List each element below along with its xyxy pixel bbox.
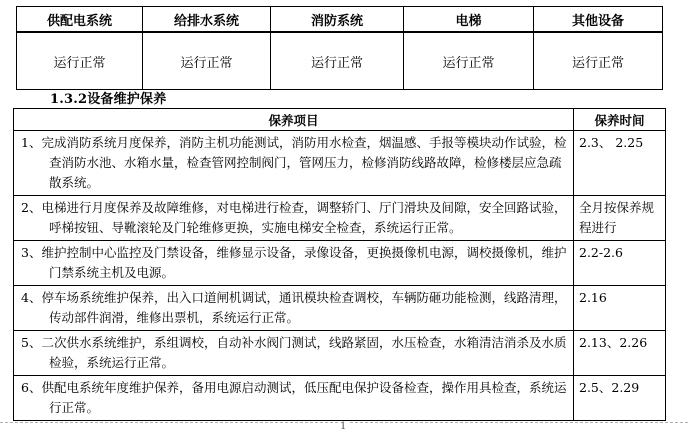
status-value-row — [17, 32, 663, 90]
status-header-fire: 消防系统 — [271, 7, 404, 33]
maintenance-item-text: 4、停车场系统维护保养，出入口道闸机调试，通讯模块检查调校，车辆防砸功能检测，线路清理，传动部件润滑，维修出票机，系统运行正常。 — [21, 290, 567, 325]
maintenance-table — [13, 108, 666, 421]
maintenance-item-text: 1、完成消防系统月度保养，消防主机功能测试，消防用水检查，烟温感、手报等模块动作试验，检查消防水池、水箱水量，检查管网控制阀门，管网压力，检修消防线路故障，检修楼层应急疏散系统。 — [21, 135, 567, 190]
maintenance-header-item: 保养项目 — [14, 109, 574, 131]
system-status-table — [16, 6, 663, 90]
table-row — [14, 331, 666, 376]
maintenance-time: 2.3、 2.25 — [574, 131, 666, 196]
maintenance-time: 2.2-2.6 — [574, 241, 666, 286]
table-row — [14, 131, 666, 196]
status-value-fire: 运行正常 — [271, 32, 404, 90]
status-value-water: 运行正常 — [143, 32, 271, 90]
status-header-row — [17, 7, 663, 33]
section-heading: 1.3.2设备维护保养 — [50, 92, 167, 107]
maintenance-time: 2.13、2.26 — [574, 331, 666, 376]
maintenance-item-text: 5、二次供水系统维护，系组调校，自动补水阀门测试，线路紧固，水压检查，水箱清洁消杀及水质检验，系统运行正常。 — [21, 335, 567, 370]
status-value-power: 运行正常 — [17, 32, 143, 90]
status-header-power: 供配电系统 — [17, 7, 143, 33]
status-header-water: 给排水系统 — [143, 7, 271, 33]
maintenance-item-text: 6、供配电系统年度维护保养，备用电源启动测试，低压配电保护设备检查，操作用具检查，系统运行正常。 — [21, 380, 567, 415]
maintenance-time: 全月按保养规程进行 — [574, 196, 666, 241]
maintenance-header-row — [14, 109, 666, 131]
table-row — [14, 286, 666, 331]
status-header-other: 其他设备 — [534, 7, 663, 33]
maintenance-time: 2.16 — [574, 286, 666, 331]
table-row — [14, 241, 666, 286]
maintenance-item-text: 3、维护控制中心监控及门禁设备，维修显示设备，录像设备，更换摄像机电源，调校摄像机，维护门禁系统主机及电源。 — [21, 245, 567, 280]
status-header-elevator: 电梯 — [404, 7, 534, 33]
maintenance-header-time: 保养时间 — [574, 109, 666, 131]
maintenance-item-text: 2、电梯进行月度保养及故障维修，对电梯进行检查，调整轿门、厅门滑块及间隙，安全回路试验，呼梯按钮、导靴滚轮及门轮维修更换，实施电梯安全检查，系统运行正常。 — [21, 200, 567, 235]
status-value-other: 运行正常 — [534, 32, 663, 90]
maintenance-time: 2.5、2.29 — [574, 376, 666, 421]
page-number: 1 — [340, 421, 347, 432]
status-value-elevator: 运行正常 — [404, 32, 534, 90]
table-row — [14, 376, 666, 421]
table-row — [14, 196, 666, 241]
